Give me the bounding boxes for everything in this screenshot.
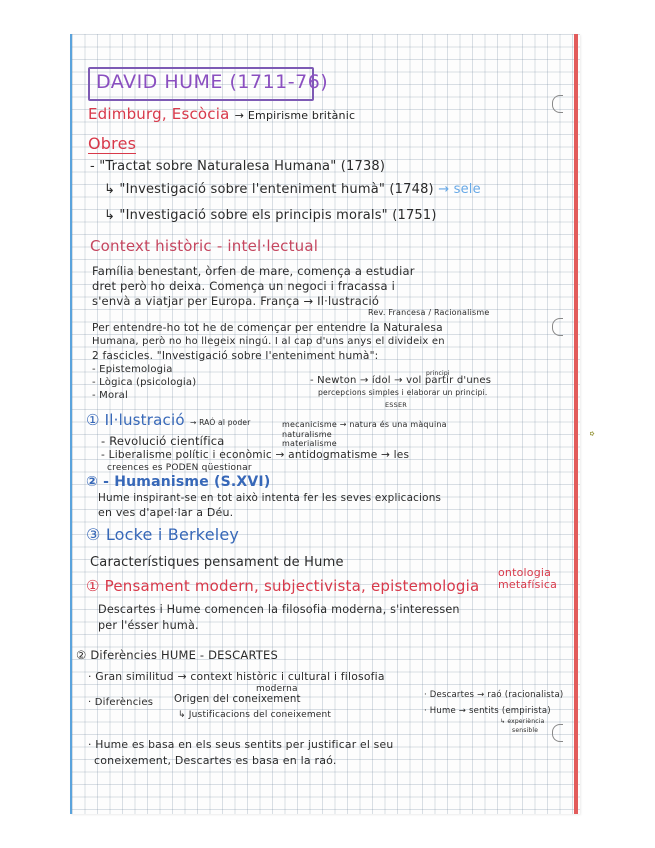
s1-side-2: metafísica [498,578,558,591]
context-p1-line-3: s'envà a viatjar per Europa. França → Il·lustració [92,294,380,308]
newton-line-1: - Newton → ídol → vol partir d'unes [310,375,492,386]
obres-item-1: - "Tractat sobre Naturalesa Humana" (1738) [90,159,386,174]
binder-hole [552,318,563,336]
hume-line: · Hume → sentits (empirista) [424,706,551,716]
section-1-label: ① Il·lustració [86,411,185,429]
justificacions-line: ↳ Justificacions del coneixement [178,710,332,720]
section-2-l2: en ves d'apel·lar a Déu. [98,506,234,519]
page-title: DAVID HUME (1711-76) [96,71,329,93]
caracteristiques-text-2: per l'ésser humà. [98,619,199,632]
context-heading: Context històric - intel·lectual [90,237,319,255]
binder-hole [552,95,563,113]
origin-rest: → Empirisme britànic [234,109,356,122]
final-line-2: coneixement, Descartes es basa en la raó. [94,754,337,767]
exp-line-1: ↳ experiència [500,718,545,725]
context-list-3: - Moral [92,390,128,401]
section-2-l1: Hume inspirant-se en tot això intenta fer les seves explicacions [98,492,442,504]
context-p1-line-2: dret però ho deixa. Comença un negoci i fracassa i [92,279,395,293]
descartes-line: · Descartes → raó (racionalista) [424,690,564,700]
section-1-note: → RAÓ al poder [190,418,251,427]
final-line-1: · Hume es basa en els seus sentits per justificar el seu [88,738,394,751]
obres-item-2-note: → sele [438,182,481,197]
caracteristiques-heading: Característiques pensament de Hume [90,555,344,570]
obres-heading: Obres [88,134,137,153]
s1-side-1: ontologia [498,566,552,579]
origen-line: Origen del coneixement [174,694,301,705]
context-p2-line-1: Per entendre-ho tot he de començar per entendre la Naturalesa [92,322,443,334]
newton-line-2: percepcions simples i elaborar un principi. [318,388,488,397]
context-p1-note: Rev. Francesa / Racionalisme [368,308,490,317]
section-1-l3: creences es PODEN qüestionar [107,463,252,473]
context-p2-line-3: 2 fascicles. "Investigació sobre l'enteniment humà": [92,350,379,362]
obres-item-2-text: ↳ "Investigació sobre l'enteniment humà" (1748) [104,182,434,197]
section-2-label: ② - Humanisme (S.XVI) [86,474,271,490]
context-list-1: - Epistemologia [92,364,173,375]
mech-line-3: materialisme [282,439,337,448]
page-margin-line [574,34,578,814]
newton-small-1: principi [426,370,450,377]
diferencies-l1-note: moderna [256,684,298,694]
diferencies-heading: ② Diferències HUME - DESCARTES [76,648,278,662]
origin-place: Edimburg, Escòcia [88,105,230,123]
diferencies-label: · Diferències [88,697,154,708]
newton-small-2: ESSER [385,401,407,409]
mech-line-2: naturalisme [282,430,332,439]
context-p1-line-1: Família benestant, òrfen de mare, comença a estudiar [92,264,415,278]
section-1-line [86,410,251,429]
diferencies-l1: · Gran similitud → context històric i cultural i filosofia [88,670,385,683]
mech-line-1: mecanicisme → natura és una màquina [282,420,447,429]
origin-line [88,104,355,123]
obres-item-3: ↳ "Investigació sobre els principis morals" (1751) [104,208,437,223]
context-list-2: - Lògica (psicologia) [92,377,197,388]
exp-line-2: sensible [512,727,539,734]
sticker: ✿ [588,430,596,437]
obres-item-2 [104,182,481,197]
binder-hole [552,724,563,742]
section-1-l1: - Revolució científica [101,434,225,448]
section-1-l2: - Liberalisme polític i econòmic → antidogmatisme → les [101,449,410,461]
context-p2-line-2: Humana, però no ho llegeix ningú. I al cap d'uns anys el divideix en [92,336,445,347]
caracteristiques-s1: ① Pensament modern, subjectivista, epistemologia [86,577,480,595]
section-3-label: ③ Locke i Berkeley [86,525,240,544]
caracteristiques-text-1: Descartes i Hume comencen la filosofia moderna, s'interessen [98,603,460,616]
